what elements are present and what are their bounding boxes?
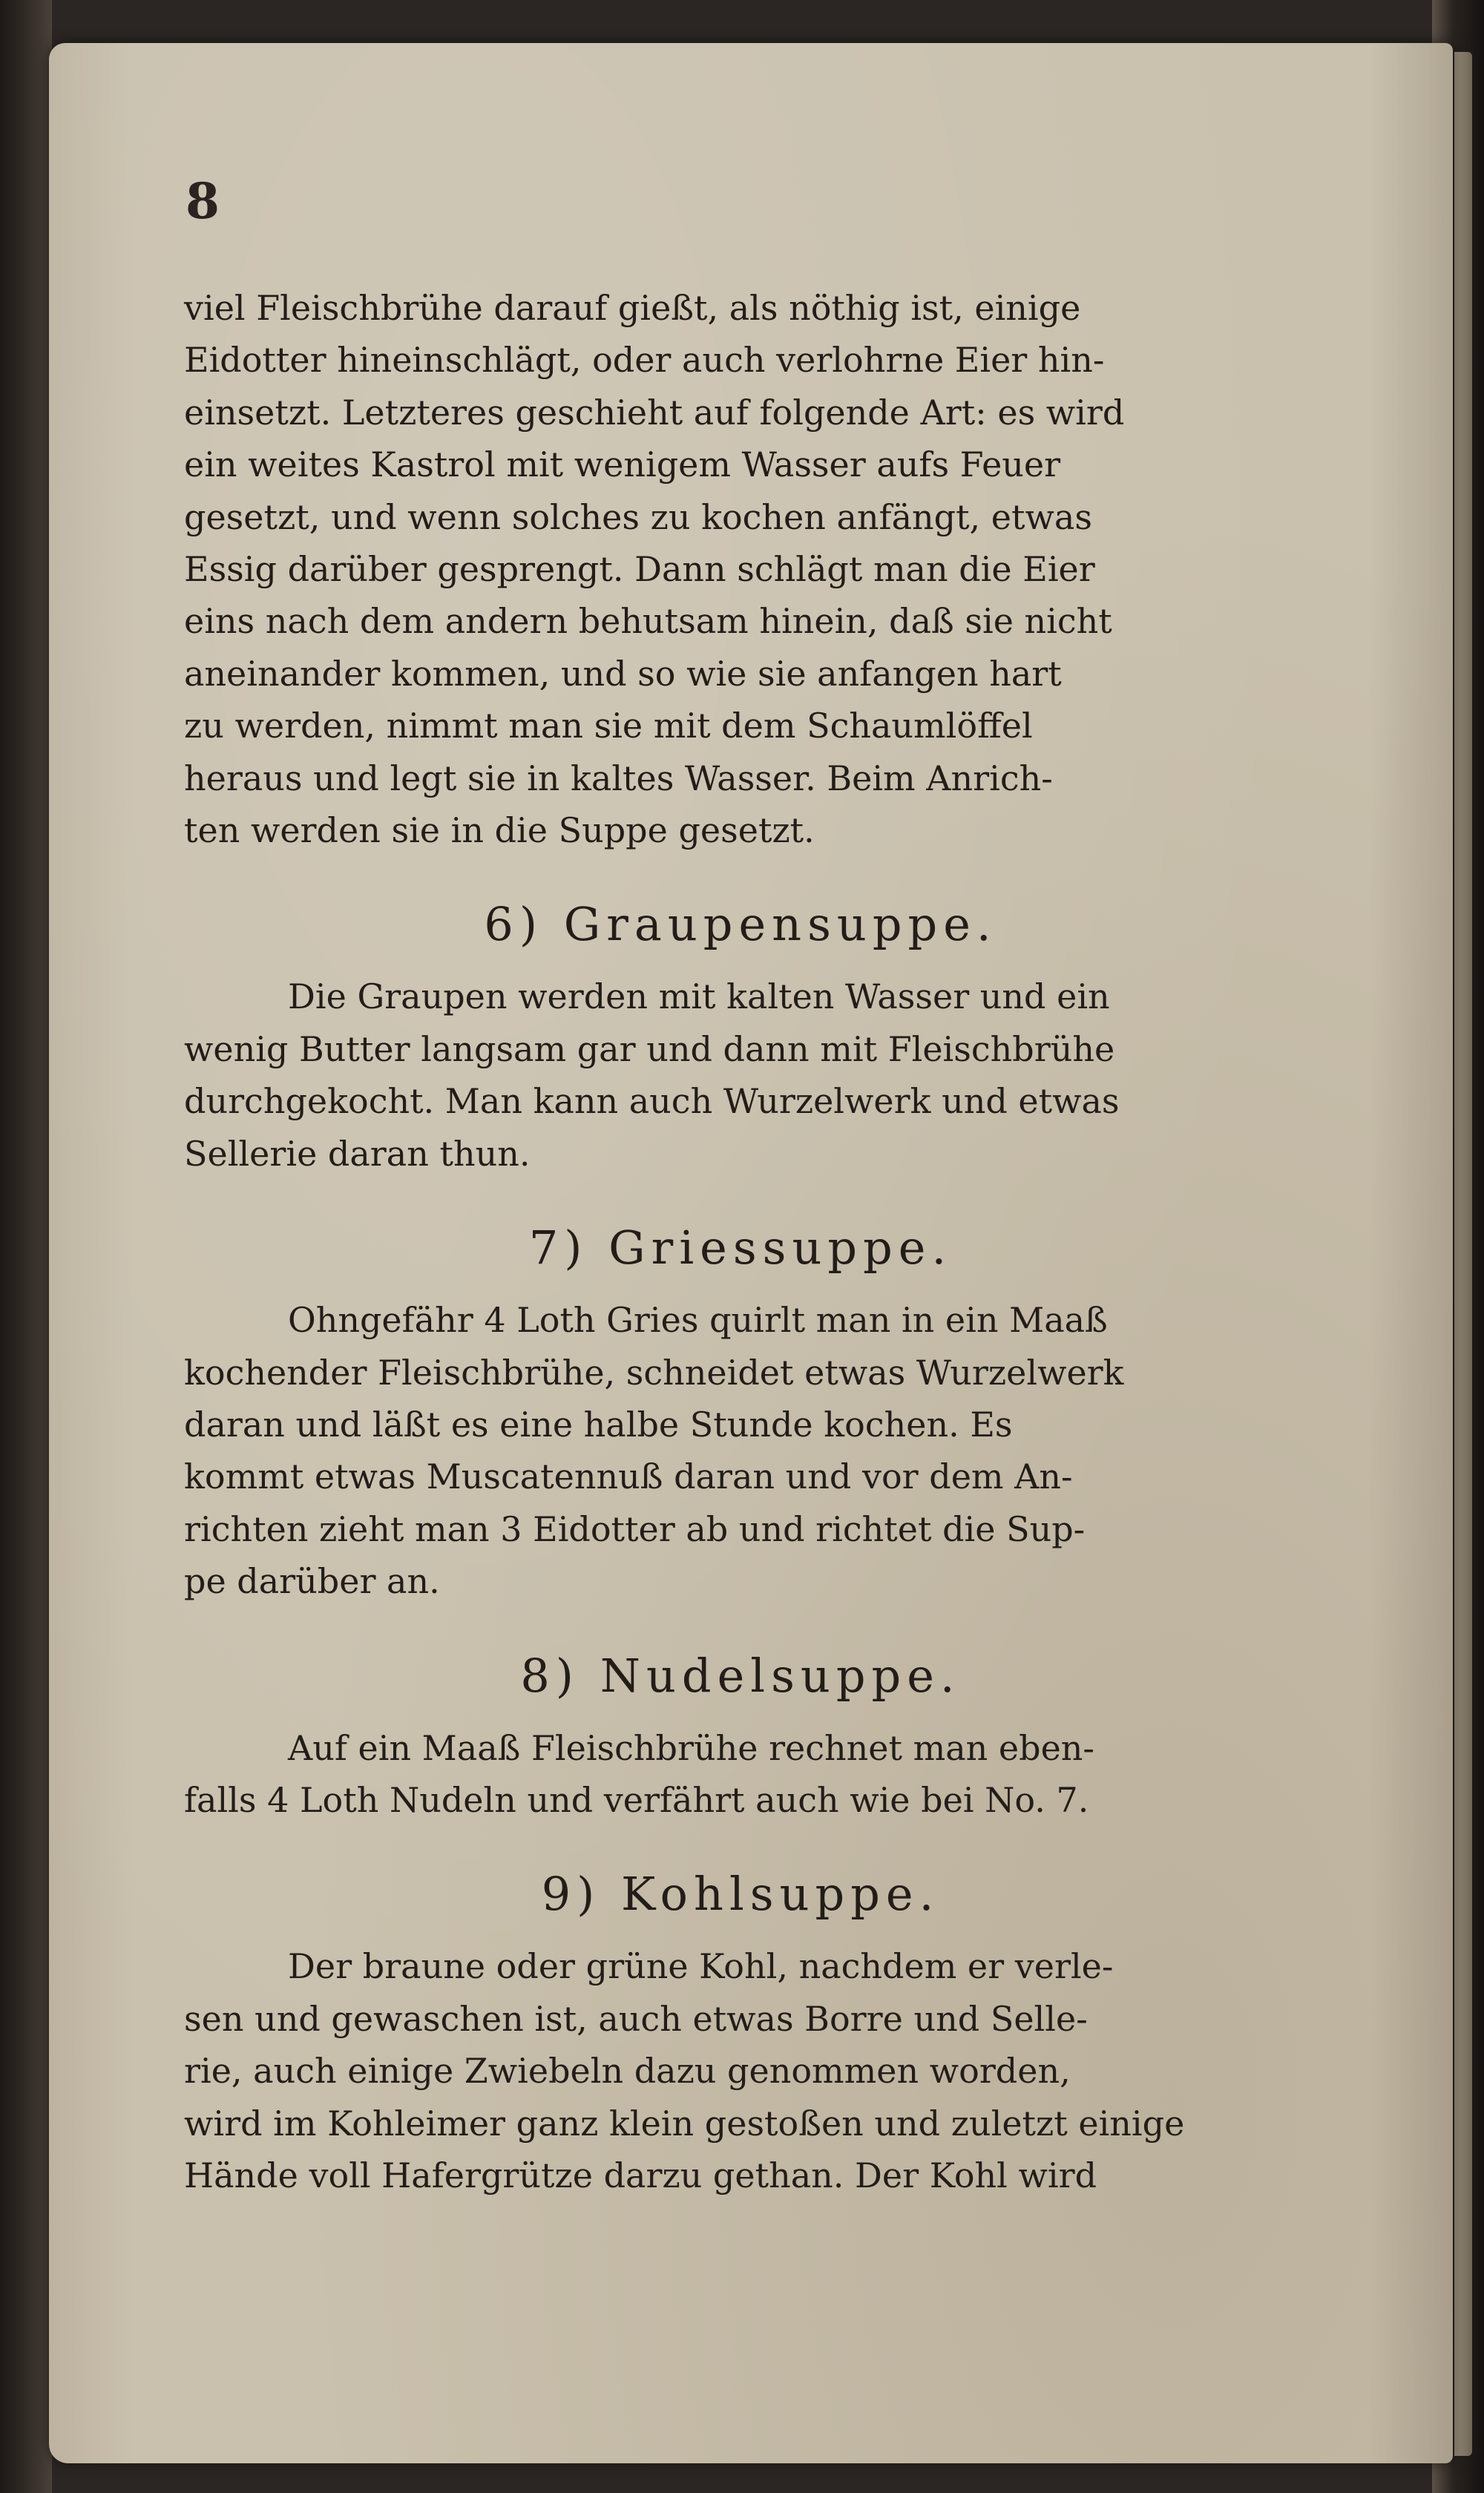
text-line: heraus und legt sie in kaltes Wasser. Beim Anrich- <box>184 758 1053 798</box>
text-line: sen und gewaschen ist, auch etwas Borre und Selle- <box>184 1998 1088 2039</box>
text-line: wird im Kohleimer ganz klein gestoßen und zuletzt einige <box>184 2103 1185 2144</box>
text-line: gesetzt, und wenn solches zu kochen anfängt, etwas <box>184 496 1092 537</box>
text-line: ein weites Kastrol mit wenigem Wasser aufs Feuer <box>184 444 1061 485</box>
text-line: kommt etwas Muscatennuß daran und vor dem An- <box>184 1456 1073 1497</box>
text-line: eins nach dem andern behutsam hinein, daß sie nicht <box>184 601 1112 642</box>
text-line: Sellerie daran thun. <box>184 1133 531 1174</box>
section-heading-kohlsuppe: 9) Kohlsuppe. <box>541 1867 940 1922</box>
text-line: Der braune oder grüne Kohl, nachdem er verle- <box>288 1946 1114 1987</box>
text-line: viel Fleischbrühe darauf gießt, als nöthig ist, einige <box>184 288 1081 328</box>
text-line: Essig darüber gesprengt. Dann schlägt man die Eier <box>184 549 1095 590</box>
text-line: einsetzt. Letzteres geschieht auf folgende Art: es wird <box>184 392 1125 433</box>
intro-paragraph <box>184 282 1297 856</box>
page-number: 8 <box>186 172 220 230</box>
text-line: rie, auch einige Zwiebeln dazu genommen worden, <box>184 2051 1071 2092</box>
text-line: Eidotter hineinschlägt, oder auch verlohrne Eier hin- <box>184 340 1105 381</box>
left-gutter <box>0 0 52 2493</box>
text-line: wenig Butter langsam gar und dann mit Fleischbrühe <box>184 1028 1115 1069</box>
section-paragraph-graupensuppe <box>184 970 1297 1180</box>
text-line: ten werden sie in die Suppe gesetzt. <box>184 810 815 851</box>
text-line: durchgekocht. Man kann auch Wurzelwerk und etwas <box>184 1081 1120 1122</box>
section-heading-griessuppe: 7) Griessuppe. <box>528 1221 953 1275</box>
text-line: Hände voll Hafergrütze darzu gethan. Der Kohl wird <box>184 2155 1097 2195</box>
section-paragraph-griessuppe <box>184 1294 1297 1607</box>
text-line: pe darüber an. <box>184 1561 440 1602</box>
page-text <box>184 171 1297 2201</box>
text-line: kochender Fleischbrühe, schneidet etwas Wurzelwerk <box>184 1352 1124 1393</box>
text-line: falls 4 Loth Nudeln und verfährt auch wie bei No. 7. <box>184 1779 1089 1820</box>
text-line: Ohngefähr 4 Loth Gries quirlt man in ein Maaß <box>288 1300 1108 1341</box>
section-paragraph-kohlsuppe <box>184 1940 1297 2201</box>
text-line: daran und läßt es eine halbe Stunde kochen. Es <box>184 1404 1013 1445</box>
text-line: Die Graupen werden mit kalten Wasser und ein <box>288 976 1110 1017</box>
text-line: Auf ein Maaß Fleischbrühe rechnet man eben- <box>288 1727 1094 1768</box>
next-page-edge <box>1454 52 1472 2456</box>
section-paragraph-nudelsuppe <box>184 1722 1297 1827</box>
text-line: aneinander kommen, und so wie sie anfangen hart <box>184 653 1062 694</box>
section-heading-nudelsuppe: 8) Nudelsuppe. <box>520 1648 961 1703</box>
text-line: richten zieht man 3 Eidotter ab und richtet die Sup- <box>184 1508 1086 1549</box>
text-line: zu werden, nimmt man sie mit dem Schaumlöffel <box>184 706 1033 746</box>
section-heading-graupensuppe: 6) Graupensuppe. <box>484 897 997 952</box>
